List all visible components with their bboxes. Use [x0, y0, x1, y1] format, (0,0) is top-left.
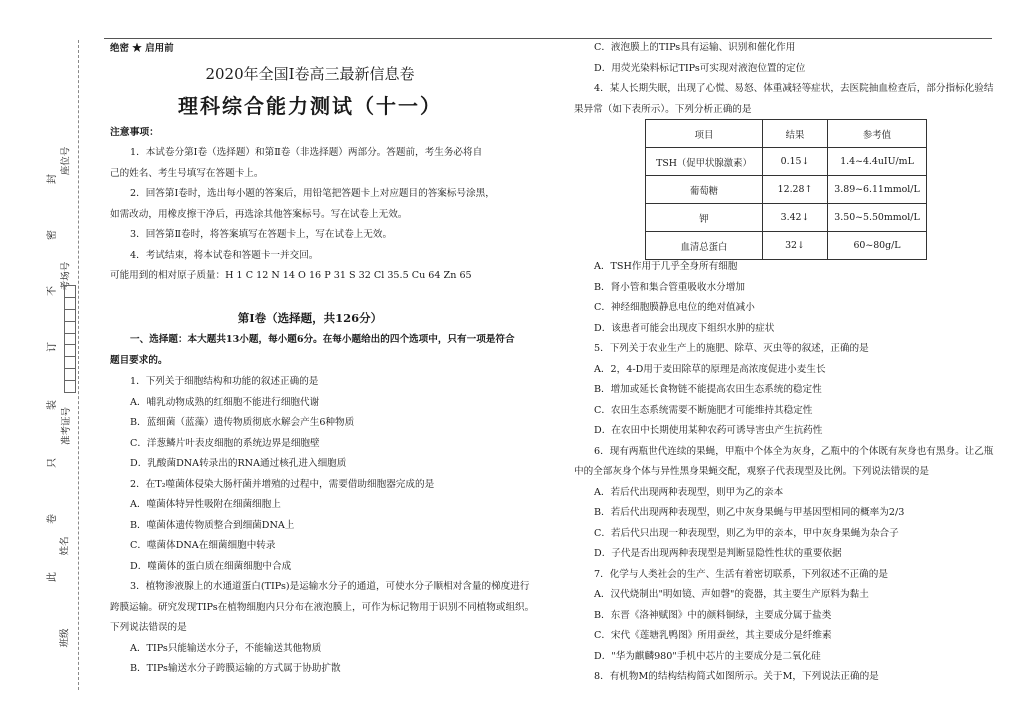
option-line: C．洋葱鳞片叶表皮细胞的系统边界是细胞壁 [130, 437, 320, 449]
notice-line: 4．考试结束，将本试卷和答题卡一并交回。 [130, 249, 319, 261]
question-line: 4．某人长期失眠，出现了心慌、易怒、体重减轻等症状，去医院抽血检查后，部分指标化验结 [594, 83, 994, 94]
question-line: 跨膜运输。研究发现TIPs在植物细胞内只分布在液泡膜上，可作为标记物用于识别不同植物或组织。 [110, 601, 535, 613]
table-cell: 1.4~4.4uIU/mL [828, 148, 927, 176]
option-line: D．"华为麒麟980"手机中芯片的主要成分是二氧化硅 [594, 650, 821, 662]
option-line: B．增加或延长食物链不能提高农田生态系统的稳定性 [594, 384, 822, 395]
table-header-cell: 项目 [646, 120, 763, 148]
option-line: A．2，4-D用于麦田除草的原理是高浓度促进小麦生长 [594, 363, 826, 375]
table-cell: 3.50~5.50mmol/L [828, 204, 927, 232]
option-line: D．用荧光染料标记TIPs可实现对液泡位置的定位 [594, 62, 806, 74]
question-line: 3．植物渗液腺上的水通道蛋白(TIPs)是运输水分子的通道，可使水分子顺相对含量的梯度进行 [130, 581, 530, 592]
table-cell: 钾 [646, 204, 763, 232]
option-line: B．TIPs输送水分子跨膜运输的方式属于协助扩散 [130, 663, 341, 674]
seal-char: 卷 [47, 514, 58, 524]
section-intro [110, 330, 515, 371]
seal-char: 订 [47, 342, 58, 352]
question-line: 下列说法错误的是 [110, 622, 187, 633]
option-line: D．噬菌体的蛋白质在细菌细胞中合成 [130, 560, 292, 572]
notice-line: 如需改动，用橡皮擦干净后，再选涂其他答案标号。写在试卷上无效。 [110, 208, 408, 220]
table-row [646, 176, 927, 204]
option-line: C．农田生态系统需要不断施肥才可能维持其稳定性 [594, 404, 813, 416]
table-cell: 血清总蛋白 [646, 232, 763, 260]
option-line: C．液泡膜上的TIPs具有运输、识别和催化作用 [594, 42, 796, 53]
option-line: B．肾小管和集合管重吸收水分增加 [594, 281, 745, 293]
notice-line: 己的姓名、考生号填写在答题卡上。 [110, 167, 264, 179]
option-line: B．东晋《洛神赋图》中的颜料铜绿，主要成分属于盐类 [594, 609, 832, 621]
option-line: A．哺乳动物成熟的红细胞不能进行细胞代谢 [130, 396, 320, 408]
table-header-row [646, 120, 927, 148]
seal-char: 不 [47, 286, 58, 296]
table-cell: 12.28↑ [763, 176, 828, 204]
seal-char: 此 [47, 572, 58, 582]
option-line: D．乳酸菌DNA转录出的RNA通过核孔进入细胞质 [130, 458, 347, 469]
question-line: 6．现有两瓶世代连续的果蝇，甲瓶中个体全为灰身，乙瓶中的个体既有灰身也有黑身。让乙瓶 [594, 445, 994, 457]
option-line: B．蓝细菌（蓝藻）遗传物质彻底水解会产生6种物质 [130, 417, 355, 428]
question-line: 8．有机物M的结构结构简式如图所示。关于M，下列说法正确的是 [594, 671, 879, 682]
question-line: 7．化学与人类社会的生产、生活有着密切联系，下列叙述不正确的是 [594, 568, 888, 580]
question-line: 1．下列关于细胞结构和功能的叙述正确的是 [130, 376, 319, 387]
table-row [646, 232, 927, 260]
name-label: 姓名 [59, 536, 71, 556]
table-header-cell: 结果 [763, 120, 828, 148]
question-line: 中的全部灰身个体与异性黑身果蝇交配，观察子代表现型及比例。下列说法错误的是 [574, 466, 929, 477]
option-line: D．子代是否出现两种表现型是判断显隐性性状的重要依据 [594, 548, 842, 559]
option-line: D．在农田中长期使用某种农药可诱导害虫产生抗药性 [594, 425, 823, 436]
atomic-mass-line: 可能用到的相对原子质量：H 1 C 12 N 14 O 16 P 31 S 32 Cl 35.5 Cu 64 Zn 65 [110, 270, 472, 281]
option-line: B．噬菌体遗传物质整合到细菌DNA上 [130, 519, 295, 531]
table-cell: TSH（促甲状腺激素） [646, 148, 763, 176]
exam-room-label: 考场号 [60, 261, 72, 291]
option-line: A．汉代烧制出"明如镜、声如磬"的瓷器，其主要生产原料为黏土 [594, 589, 869, 600]
right-questions [574, 257, 993, 688]
table-cell: 3.89~6.11mmol/L [828, 176, 927, 204]
exam-title: 2020年全国Ⅰ卷高三最新信息卷 [205, 65, 415, 83]
option-line: A．噬菌体特异性吸附在细菌细胞上 [130, 499, 281, 510]
notice-line: 3．回答第Ⅱ卷时，将答案填写在答题卡上，写在试卷上无效。 [130, 229, 393, 240]
lab-results-table [645, 119, 927, 260]
table-cell: 60~80g/L [828, 232, 927, 260]
table-row [646, 204, 927, 232]
binding-margin [0, 0, 102, 724]
seal-char: 密 [47, 230, 58, 240]
option-line: C．若后代只出现一种表现型，则乙为甲的亲本，甲中灰身果蝇为杂合子 [594, 527, 899, 539]
class-label: 班级 [59, 628, 71, 648]
option-line: C．宋代《莲塘乳鸭图》所用蚕丝，其主要成分是纤维素 [594, 630, 832, 641]
exam-subtitle: 理科综合能力测试（十一） [178, 94, 442, 118]
option-line: C．神经细胞膜静息电位的绝对值减小 [594, 302, 755, 313]
question-line: 果异常（如下表所示）。下列分析正确的是 [574, 103, 752, 115]
notice-line: 1．本试卷分第Ⅰ卷（选择题）和第Ⅱ卷（非选择题）两部分。答题前，考生务必将自 [130, 147, 483, 158]
table-cell: 3.42↓ [763, 204, 828, 232]
seat-number-label: 座位号 [60, 146, 72, 176]
option-line: A．TIPs只能输送水分子，不能输送其他物质 [130, 642, 322, 654]
question-line: 2．在T₂噬菌体侵染大肠杆菌并增殖的过程中，需要借助细胞器完成的是 [130, 478, 435, 490]
seal-dashed-line [78, 40, 79, 690]
notice-heading: 注意事项： [110, 127, 159, 138]
seal-char: 封 [47, 174, 58, 184]
table-cell: 0.15↓ [763, 148, 828, 176]
option-line: C．噬菌体DNA在细菌细胞中转录 [130, 540, 276, 551]
seal-char: 装 [47, 400, 58, 410]
table-header-cell: 参考值 [828, 120, 927, 148]
section-title: 第Ⅰ卷（选择题，共126分） [237, 311, 383, 325]
section-intro-line: 题目要求的。 [110, 354, 168, 366]
exam-number-boxes[interactable] [64, 285, 76, 393]
option-line: B．若后代出现两种表现型，则乙中灰身果蝇与甲基因型相同的概率为2/3 [594, 507, 905, 518]
notice-list [110, 143, 495, 287]
left-questions [110, 372, 534, 680]
confidential-mark: 绝密 ★ 启用前 [110, 43, 174, 54]
right-top-questions [574, 38, 993, 120]
notice-line: 2．回答第Ⅰ卷时，选出每小题的答案后，用铅笔把答题卡上对应题目的答案标号涂黑， [130, 188, 495, 199]
table-row [646, 148, 927, 176]
section-intro-line: 一、选择题：本大题共13小题，每小题6分。在每小题给出的四个选项中，只有一项是符合 [130, 334, 515, 345]
question-line: 5．下列关于农业生产上的施肥、除草、灭虫等的叙述，正确的是 [594, 343, 869, 354]
seal-char: 只 [47, 458, 58, 468]
admission-ticket-label: 准考证号 [61, 406, 73, 446]
table-cell: 32↓ [763, 232, 828, 260]
table-cell: 葡萄糖 [646, 176, 763, 204]
option-line: A．若后代出现两种表现型，则甲为乙的亲本 [594, 486, 784, 498]
option-line: A．TSH作用于几乎全身所有细胞 [594, 261, 738, 272]
option-line: D．该患者可能会出现皮下组织水肿的症状 [594, 322, 775, 334]
